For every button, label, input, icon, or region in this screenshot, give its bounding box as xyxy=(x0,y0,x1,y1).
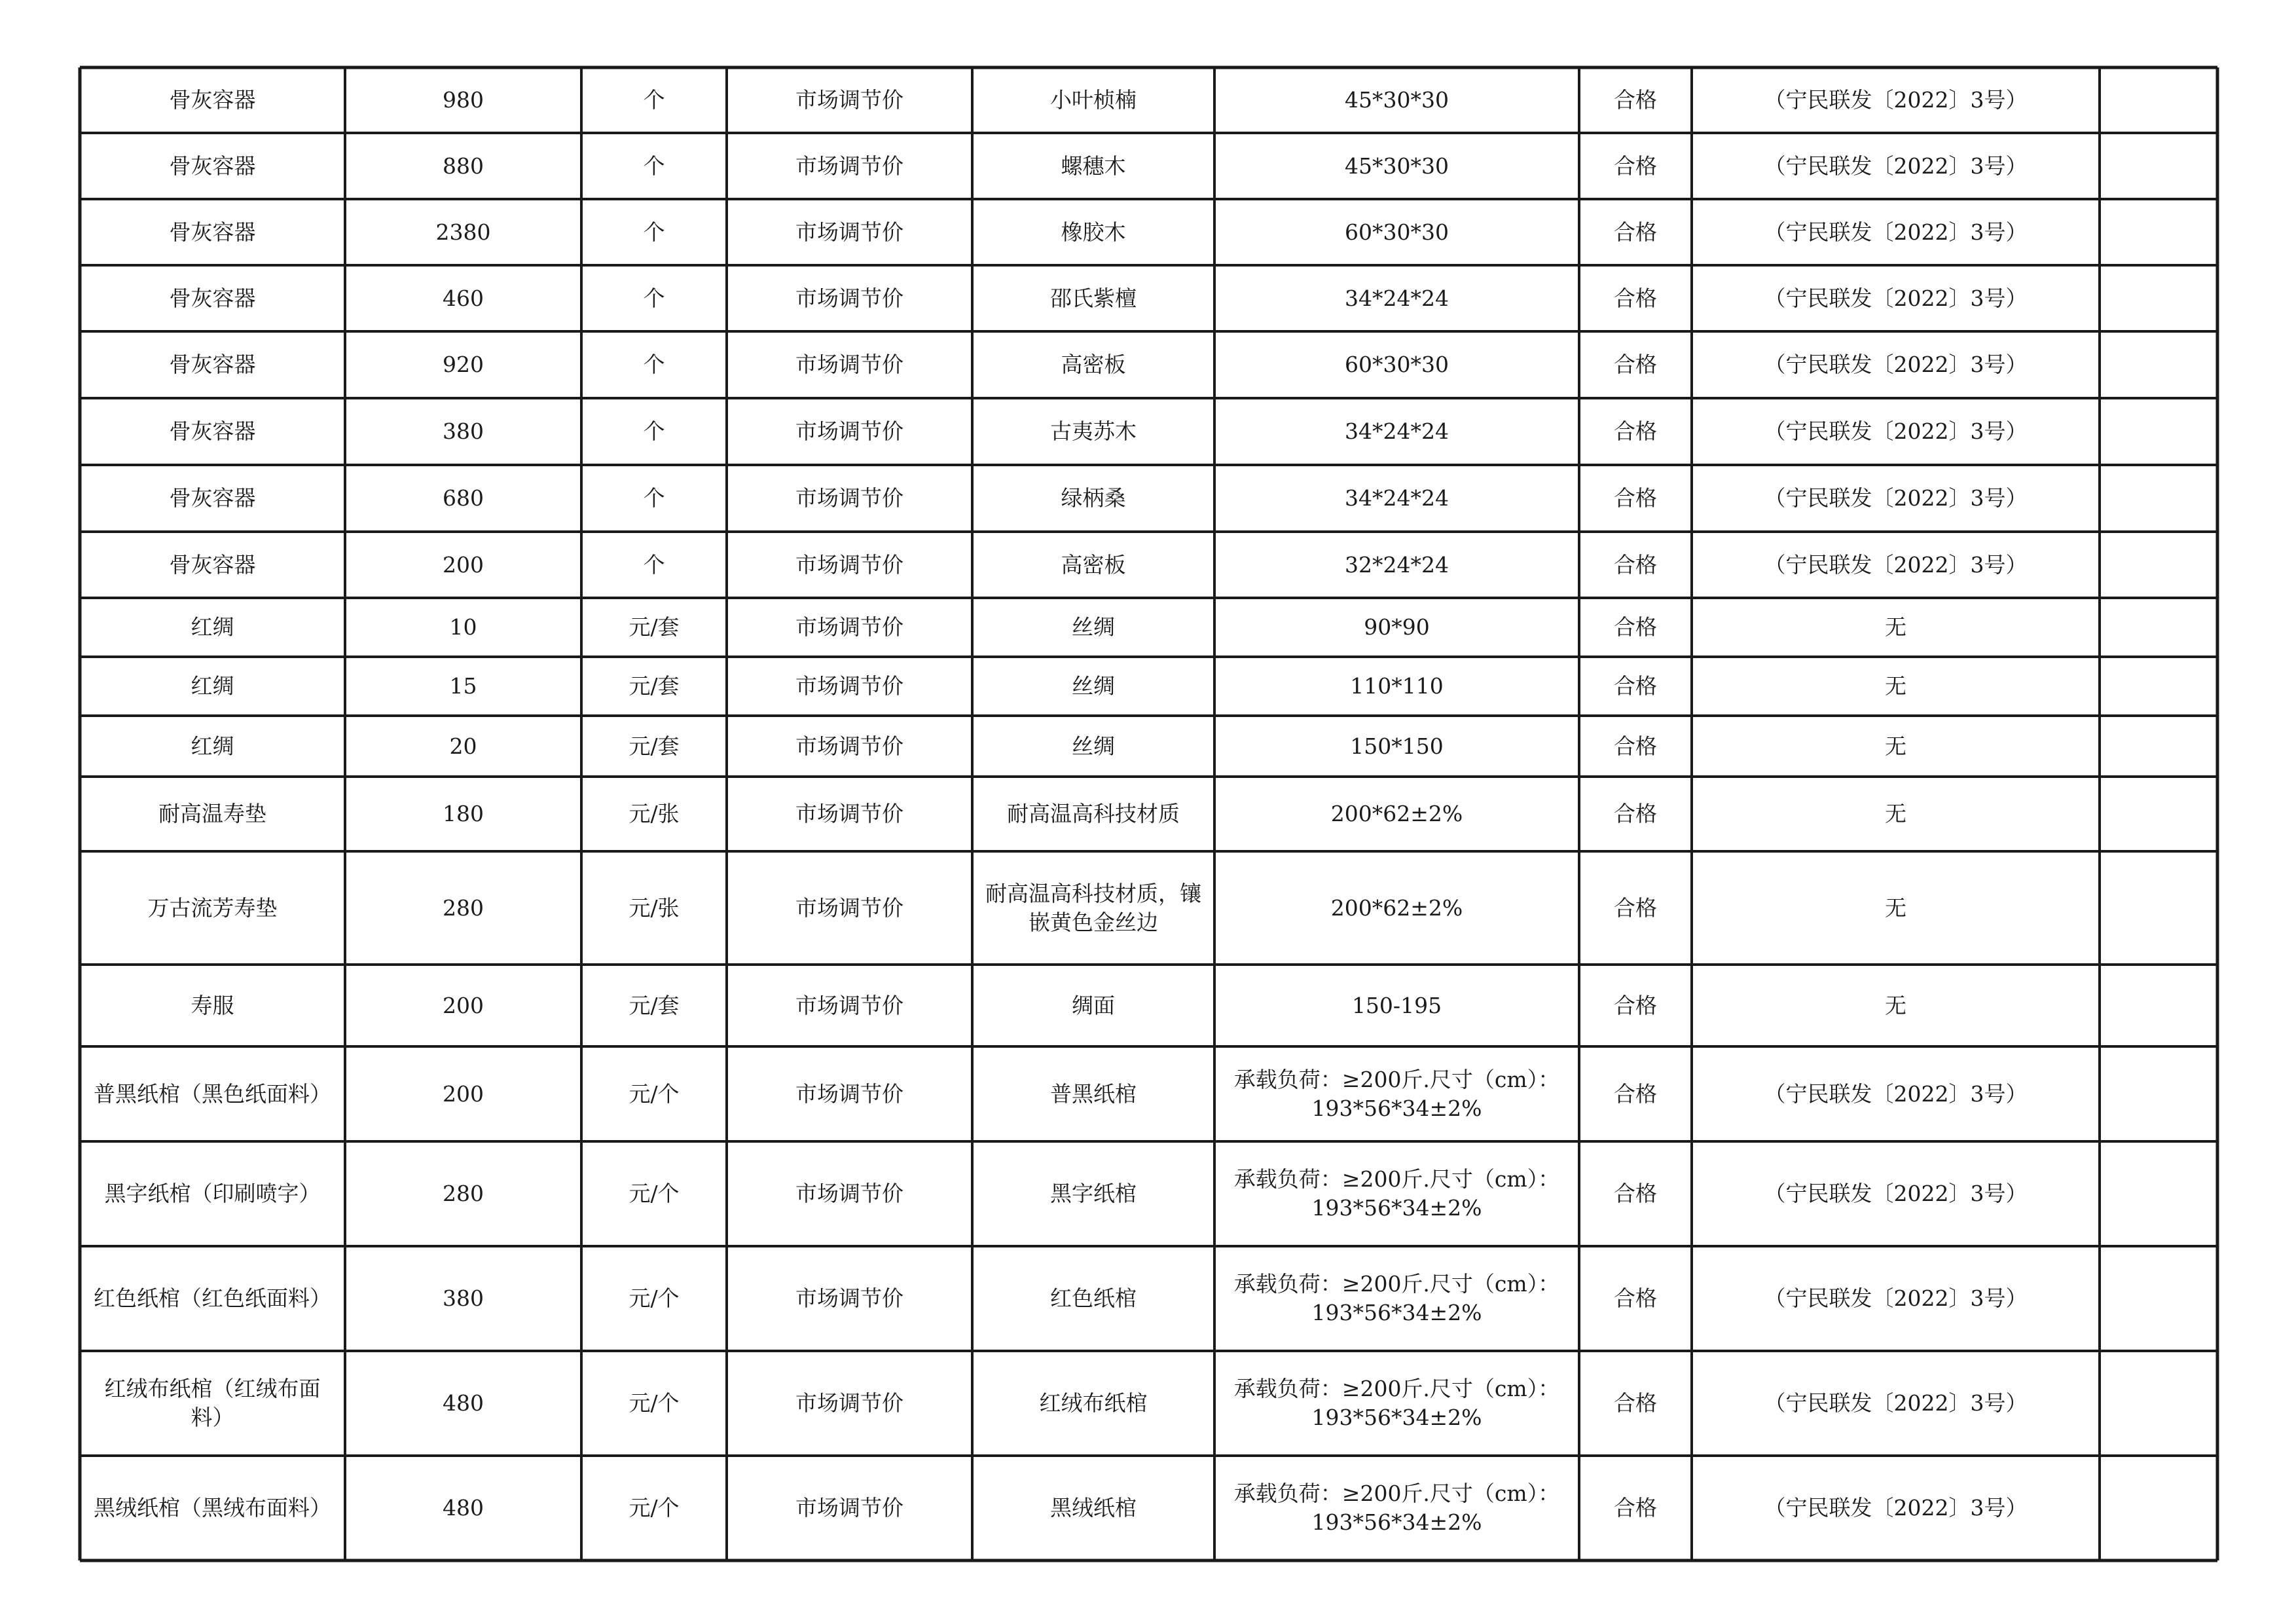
cell-unit: 元/套 xyxy=(629,614,680,640)
cell-item-name: 骨灰容器 xyxy=(169,87,256,113)
cell-item-name: 骨灰容器 xyxy=(169,352,256,377)
cell-material: 黑字纸棺 xyxy=(1050,1181,1137,1206)
cell-price: 920 xyxy=(443,352,484,377)
cell-basis: （宁民联发〔2022〕3号） xyxy=(1764,1495,2028,1521)
cell-basis: （宁民联发〔2022〕3号） xyxy=(1764,551,2028,578)
cell-unit: 元/个 xyxy=(629,1495,680,1521)
cell-material: 古夷苏木 xyxy=(1050,418,1137,444)
cell-material: 绸面 xyxy=(1072,992,1115,1018)
cell-quality: 合格 xyxy=(1614,1495,1657,1521)
cell-basis: （宁民联发〔2022〕3号） xyxy=(1764,1080,2028,1107)
cell-quality: 合格 xyxy=(1614,418,1657,444)
cell-basis: 无 xyxy=(1885,733,1906,759)
cell-item-name: 黑字纸棺（印刷喷字） xyxy=(104,1181,321,1206)
cell-price-type: 市场调节价 xyxy=(795,1285,903,1311)
cell-spec: 90*90 xyxy=(1364,614,1430,640)
cell-material: 丝绸 xyxy=(1072,614,1115,640)
cell-price: 380 xyxy=(443,1285,484,1311)
cell-unit: 个 xyxy=(643,219,665,245)
cell-unit: 个 xyxy=(643,153,665,179)
cell-unit: 元/套 xyxy=(629,733,680,759)
cell-item-name: 寿服 xyxy=(191,992,234,1018)
cell-remark xyxy=(2100,465,2217,532)
cell-basis: （宁民联发〔2022〕3号） xyxy=(1764,352,2028,377)
cell-price: 280 xyxy=(443,1181,484,1206)
cell-quality: 合格 xyxy=(1614,673,1657,699)
cell-price: 980 xyxy=(443,87,484,113)
cell-price-type: 市场调节价 xyxy=(795,1390,903,1416)
cell-item-name: 骨灰容器 xyxy=(169,551,256,578)
cell-price-type: 市场调节价 xyxy=(795,673,903,699)
cell-quality: 合格 xyxy=(1614,1080,1657,1107)
cell-basis: （宁民联发〔2022〕3号） xyxy=(1764,285,2028,311)
cell-material: 耐高温高科技材质 xyxy=(1007,801,1180,826)
cell-spec: 34*24*24 xyxy=(1345,418,1449,444)
cell-price: 200 xyxy=(443,992,484,1018)
cell-basis: 无 xyxy=(1885,673,1906,699)
cell-basis: （宁民联发〔2022〕3号） xyxy=(1764,87,2028,113)
cell-remark xyxy=(2100,265,2217,331)
cell-item-name: 红色纸棺（红色纸面料） xyxy=(94,1285,331,1311)
cell-material: 红绒布纸棺 xyxy=(1039,1390,1148,1416)
cell-remark xyxy=(2100,1351,2217,1456)
cell-price: 480 xyxy=(443,1495,484,1521)
cell-spec: 45*30*30 xyxy=(1345,153,1449,179)
cell-remark xyxy=(2100,657,2217,716)
cell-remark xyxy=(2100,716,2217,777)
cell-item-name: 红绒布纸棺（红绒布面 料） xyxy=(104,1376,321,1430)
cell-unit: 元/套 xyxy=(629,992,680,1018)
cell-unit: 个 xyxy=(643,418,665,444)
cell-material: 丝绸 xyxy=(1072,673,1115,699)
cell-remark xyxy=(2100,67,2217,133)
cell-price-type: 市场调节价 xyxy=(795,733,903,759)
cell-basis: （宁民联发〔2022〕3号） xyxy=(1764,219,2028,245)
cell-item-name: 普黑纸棺（黑色纸面料） xyxy=(94,1080,331,1107)
cell-price-type: 市场调节价 xyxy=(795,285,903,311)
cell-spec: 60*30*30 xyxy=(1345,352,1449,377)
cell-spec: 45*30*30 xyxy=(1345,87,1449,113)
cell-price-type: 市场调节价 xyxy=(795,551,903,578)
cell-price-type: 市场调节价 xyxy=(795,352,903,377)
cell-unit: 个 xyxy=(643,352,665,377)
cell-price-type: 市场调节价 xyxy=(795,219,903,245)
cell-basis: （宁民联发〔2022〕3号） xyxy=(1764,1285,2028,1311)
cell-unit: 个 xyxy=(643,87,665,113)
cell-spec: 150*150 xyxy=(1350,733,1444,759)
cell-item-name: 红绸 xyxy=(191,673,234,699)
cell-spec: 34*24*24 xyxy=(1345,285,1449,311)
cell-quality: 合格 xyxy=(1614,1181,1657,1206)
cell-material: 黑绒纸棺 xyxy=(1050,1495,1137,1521)
cell-unit: 元/个 xyxy=(629,1080,680,1107)
cell-remark xyxy=(2100,331,2217,398)
cell-item-name: 红绸 xyxy=(191,733,234,759)
cell-remark xyxy=(2100,199,2217,265)
cell-spec: 60*30*30 xyxy=(1345,219,1449,245)
cell-unit: 个 xyxy=(643,485,665,511)
cell-basis: 无 xyxy=(1885,992,1906,1018)
cell-basis: 无 xyxy=(1885,801,1906,826)
cell-spec: 200*62±2% xyxy=(1330,801,1463,826)
cell-item-name: 耐高温寿垫 xyxy=(158,801,266,826)
cell-item-name: 万古流芳寿垫 xyxy=(147,895,278,921)
cell-price: 10 xyxy=(449,614,477,640)
cell-quality: 合格 xyxy=(1614,551,1657,578)
cell-quality: 合格 xyxy=(1614,895,1657,921)
cell-material: 高密板 xyxy=(1061,551,1126,578)
cell-material: 螺穗木 xyxy=(1061,153,1126,179)
cell-item-name: 黑绒纸棺（黑绒布面料） xyxy=(94,1495,331,1521)
cell-quality: 合格 xyxy=(1614,1390,1657,1416)
cell-spec: 34*24*24 xyxy=(1345,485,1449,511)
cell-spec: 承载负荷：≥200斤.尺寸（cm）： 193*56*34±2% xyxy=(1233,1376,1560,1430)
cell-price-type: 市场调节价 xyxy=(795,1181,903,1206)
cell-item-name: 骨灰容器 xyxy=(169,285,256,311)
cell-price: 200 xyxy=(443,1080,484,1107)
cell-unit: 元/个 xyxy=(629,1390,680,1416)
cell-price: 480 xyxy=(443,1390,484,1416)
cell-unit: 元/张 xyxy=(629,801,680,826)
cell-remark xyxy=(2100,1046,2217,1141)
cell-price-type: 市场调节价 xyxy=(795,992,903,1018)
cell-basis: （宁民联发〔2022〕3号） xyxy=(1764,485,2028,511)
cell-price: 880 xyxy=(443,153,484,179)
cell-price-type: 市场调节价 xyxy=(795,801,903,826)
cell-quality: 合格 xyxy=(1614,614,1657,640)
cell-remark xyxy=(2100,1141,2217,1246)
cell-basis: 无 xyxy=(1885,895,1906,921)
cell-quality: 合格 xyxy=(1614,153,1657,179)
cell-remark xyxy=(2100,598,2217,657)
cell-price: 280 xyxy=(443,895,484,921)
cell-remark xyxy=(2100,532,2217,598)
cell-item-name: 骨灰容器 xyxy=(169,153,256,179)
cell-material: 丝绸 xyxy=(1072,733,1115,759)
cell-price-type: 市场调节价 xyxy=(795,614,903,640)
cell-unit: 元/套 xyxy=(629,673,680,699)
cell-remark xyxy=(2100,133,2217,199)
cell-material: 耐高温高科技材质，镶 嵌黄色金丝边 xyxy=(985,880,1201,935)
cell-price: 460 xyxy=(443,285,484,311)
cell-material: 红色纸棺 xyxy=(1050,1285,1137,1311)
cell-material: 高密板 xyxy=(1061,352,1126,377)
cell-remark xyxy=(2100,1246,2217,1351)
cell-price-type: 市场调节价 xyxy=(795,895,903,921)
cell-price: 2380 xyxy=(435,219,491,245)
cell-basis: （宁民联发〔2022〕3号） xyxy=(1764,418,2028,444)
cell-material: 小叶桢楠 xyxy=(1050,87,1137,113)
cell-remark xyxy=(2100,398,2217,465)
cell-basis: 无 xyxy=(1885,614,1906,640)
cell-quality: 合格 xyxy=(1614,87,1657,113)
cell-material: 普黑纸棺 xyxy=(1050,1080,1137,1107)
cell-quality: 合格 xyxy=(1614,219,1657,245)
cell-quality: 合格 xyxy=(1614,485,1657,511)
cell-item-name: 红绸 xyxy=(191,614,234,640)
cell-price-type: 市场调节价 xyxy=(795,87,903,113)
cell-unit: 个 xyxy=(643,285,665,311)
cell-quality: 合格 xyxy=(1614,801,1657,826)
cell-material: 邵氏紫檀 xyxy=(1050,285,1137,311)
cell-spec: 150-195 xyxy=(1351,992,1442,1018)
cell-basis: （宁民联发〔2022〕3号） xyxy=(1764,153,2028,179)
cell-spec: 110*110 xyxy=(1350,673,1444,699)
cell-spec: 承载负荷：≥200斤.尺寸（cm）： 193*56*34±2% xyxy=(1233,1271,1560,1325)
cell-price: 180 xyxy=(443,801,484,826)
cell-price-type: 市场调节价 xyxy=(795,1495,903,1521)
cell-price: 380 xyxy=(443,418,484,444)
cell-quality: 合格 xyxy=(1614,352,1657,377)
cell-material: 绿柄桑 xyxy=(1061,485,1126,511)
cell-spec: 200*62±2% xyxy=(1330,895,1463,921)
cell-remark xyxy=(2100,1456,2217,1560)
cell-spec: 承载负荷：≥200斤.尺寸（cm）： 193*56*34±2% xyxy=(1233,1481,1560,1535)
cell-unit: 个 xyxy=(643,551,665,578)
cell-price: 680 xyxy=(443,485,484,511)
cell-remark xyxy=(2100,777,2217,851)
cell-basis: （宁民联发〔2022〕3号） xyxy=(1764,1390,2028,1416)
cell-quality: 合格 xyxy=(1614,285,1657,311)
cell-price: 15 xyxy=(449,673,477,699)
cell-material: 橡胶木 xyxy=(1061,219,1126,245)
cell-price-type: 市场调节价 xyxy=(795,485,903,511)
cell-quality: 合格 xyxy=(1614,992,1657,1018)
cell-unit: 元/个 xyxy=(629,1285,680,1311)
cell-price: 20 xyxy=(449,733,477,759)
cell-basis: （宁民联发〔2022〕3号） xyxy=(1764,1181,2028,1206)
cell-spec: 承载负荷：≥200斤.尺寸（cm）： 193*56*34±2% xyxy=(1233,1166,1560,1221)
cell-price-type: 市场调节价 xyxy=(795,418,903,444)
cell-spec: 32*24*24 xyxy=(1345,551,1449,578)
cell-price-type: 市场调节价 xyxy=(795,153,903,179)
cell-price-type: 市场调节价 xyxy=(795,1080,903,1107)
cell-item-name: 骨灰容器 xyxy=(169,485,256,511)
cell-quality: 合格 xyxy=(1614,733,1657,759)
cell-item-name: 骨灰容器 xyxy=(169,219,256,245)
cell-unit: 元/个 xyxy=(629,1181,680,1206)
cell-item-name: 骨灰容器 xyxy=(169,418,256,444)
cell-price: 200 xyxy=(443,551,484,578)
cell-unit: 元/张 xyxy=(629,895,680,921)
cell-spec: 承载负荷：≥200斤.尺寸（cm）： 193*56*34±2% xyxy=(1233,1066,1560,1121)
cell-remark xyxy=(2100,851,2217,965)
cell-remark xyxy=(2100,965,2217,1046)
cell-quality: 合格 xyxy=(1614,1285,1657,1311)
